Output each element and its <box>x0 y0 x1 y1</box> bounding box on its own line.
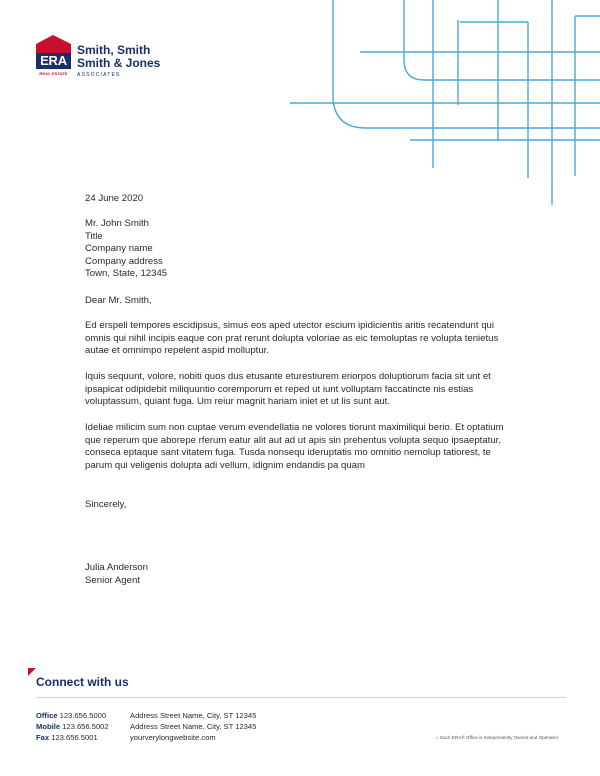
website-link[interactable]: yourverylongwebsite.com <box>130 733 216 742</box>
decorative-lines <box>290 0 600 205</box>
recipient-name: Mr. John Smith <box>85 218 149 229</box>
independent-office-disclaimer <box>436 735 558 740</box>
company-name <box>77 44 160 70</box>
body-paragraph-3: Ideliae milicim sum non cuptae verum evendellatia ne volores tiorunt maximiliqui berio. Et optatium que reperum que aborepe rferum eatur alit aut ad ut apis sin prehentus volupta sequo ipsaeptatur, conseca eptaque sant vitatem fuga. Tusda nonsequ ideruptatis mo omnitio nemolup tatiorest, te parum qui veligenis dolupta adi vellum, idignim endandis pa quam <box>85 422 504 471</box>
disclaimer-text: Each ERA® Office is Independently Owned and Operated <box>440 735 558 740</box>
address-line-1: Address Street Name, City, ST 12345 <box>130 711 257 720</box>
salutation: Dear Mr. Smith, <box>85 295 152 306</box>
body-paragraph-1: Ed erspeli tempores escidipsus, simus eos aped utector escium ipidicientis aritis recatendunt qui omnis qui nihil incipis eaque con prat rerunt dolupta voloriae as eic temoluptas re volupta tenietus autae et omnimpo repelent aspid molluptur. <box>85 320 499 357</box>
footer-divider <box>36 697 566 698</box>
office-phone-row <box>36 710 109 721</box>
office-phone[interactable]: 123.656.5000 <box>59 711 107 720</box>
address-line-2: Address Street Name, City, ST 12345 <box>130 722 257 731</box>
era-logo-mark: ERA <box>36 53 71 69</box>
equal-housing-icon: ⌂ <box>436 735 439 740</box>
fax-number: 123.656.5001 <box>51 733 98 742</box>
mobile-phone-row <box>36 721 109 732</box>
house-roof-icon <box>36 34 72 54</box>
office-label: Office <box>36 711 58 720</box>
letter-date: 24 June 2020 <box>85 193 144 204</box>
contact-phones <box>36 710 109 743</box>
closing: Sincerely, <box>85 499 127 510</box>
company-name-line1: Smith, Smith <box>77 43 151 57</box>
contact-addresses <box>130 710 256 743</box>
recipient-city: Town, State, 12345 <box>85 268 168 280</box>
company-logo <box>36 34 176 82</box>
company-name-line2: Smith & Jones <box>77 56 161 70</box>
recipient-title: Title <box>85 230 103 242</box>
logo-tagline: REAL ESTATE <box>39 71 68 76</box>
connect-heading: Connect with us <box>36 675 129 689</box>
recipient-company: Company name <box>85 243 153 255</box>
fax-row <box>36 732 109 743</box>
mobile-label: Mobile <box>36 722 61 731</box>
recipient-block <box>85 218 167 281</box>
fax-label: Fax <box>36 733 50 742</box>
decorative-line-pattern <box>0 0 600 210</box>
signer-title: Senior Agent <box>85 575 140 586</box>
recipient-address: Company address <box>85 255 163 267</box>
body-paragraph-2: Iquis sequunt, volore, nobiti quos dus etusante eturestiurem eriorpos doluptiorum facia sit unt et ipsapicat odipidebit miliquuntio coremporum et reped ut iunt volluptam faccatincte nis estias voluptassum, quiant fuga. Um reiur magnit hariam iniet et ut lis sunt aut. <box>85 371 491 408</box>
mobile-phone[interactable]: 123.656.5002 <box>62 722 109 731</box>
company-associates: ASSOCIATES <box>77 72 121 78</box>
red-corner-accent-icon <box>28 668 36 676</box>
signer-name: Julia Anderson <box>85 562 148 573</box>
